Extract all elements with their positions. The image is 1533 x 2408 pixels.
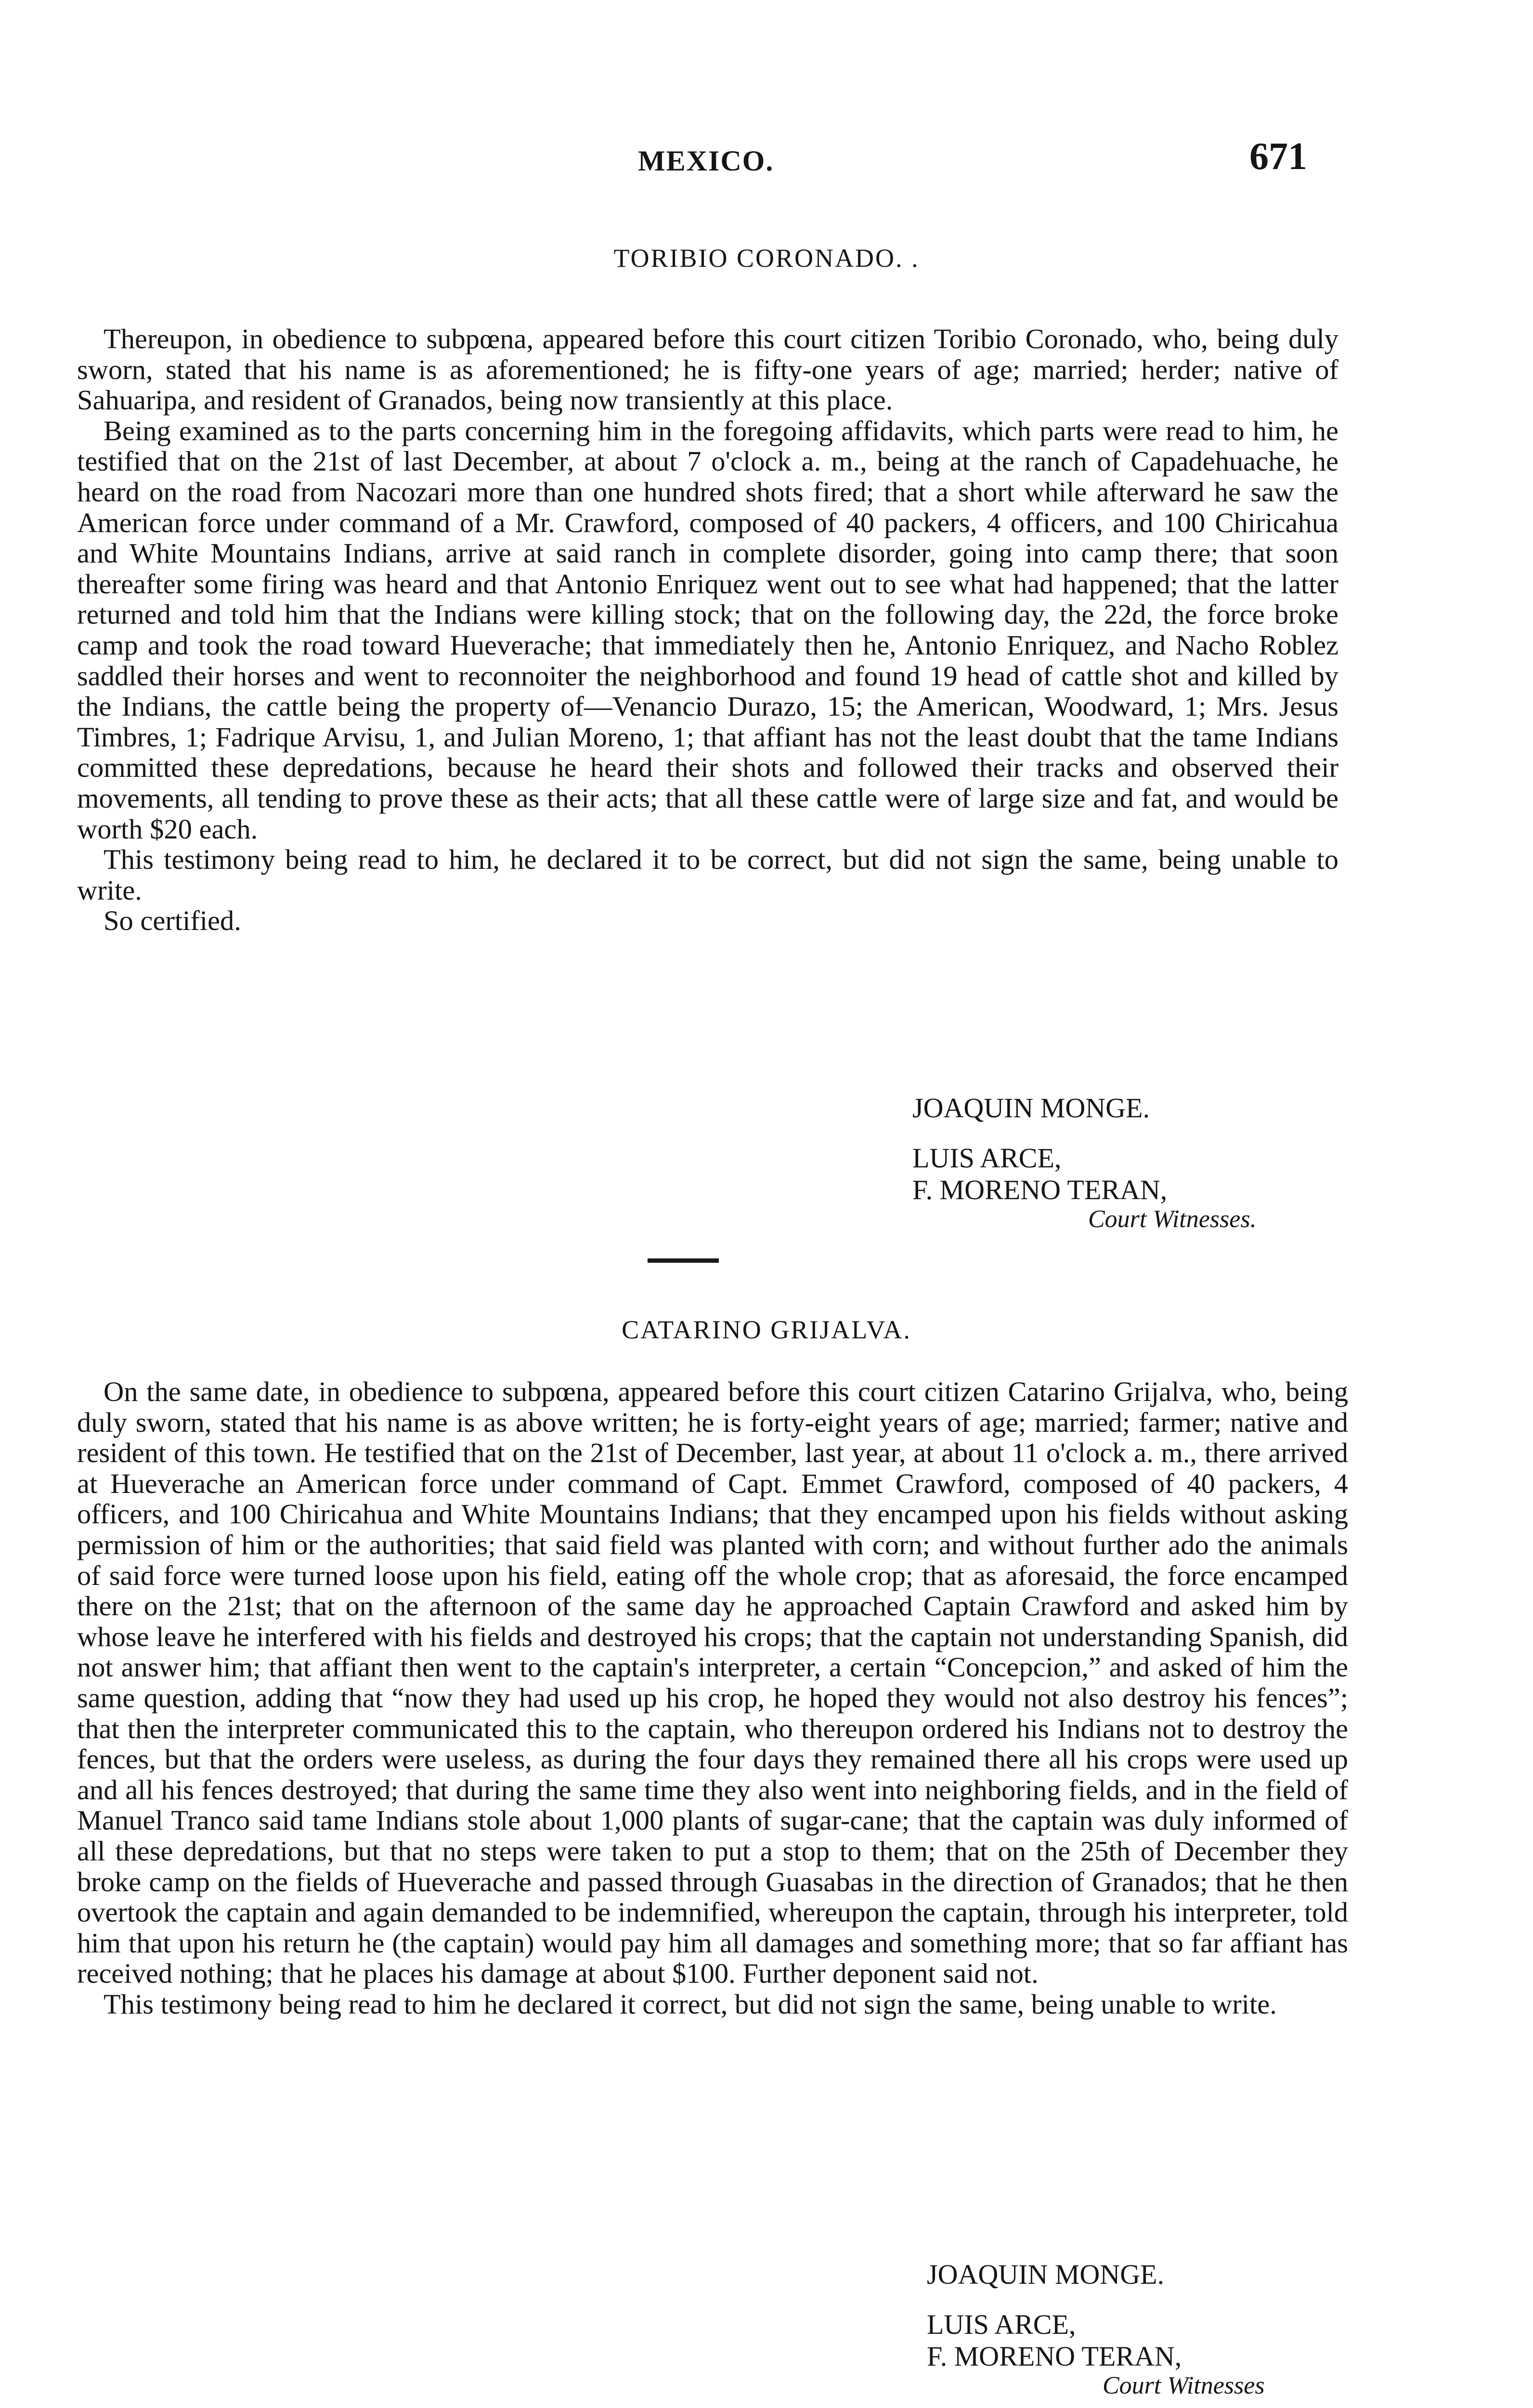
paragraph: Thereupon, in obedience to subpœna, appeared before this court citizen Toribio Coronado, who, being duly sworn, stated that his name is as aforementioned; he is fifty-one years of age; married; herder; native of Sahuaripa, and resident of Granados, being now transiently at this place.	[77, 323, 1338, 416]
signature-witness: F. MORENO TERAN,	[927, 2341, 1182, 2372]
signature-block-2	[927, 2259, 1265, 2399]
paragraph: So certified.	[104, 905, 241, 937]
signature-witness: LUIS ARCE,	[927, 2309, 1076, 2340]
paragraph: On the same date, in obedience to subpœna, appeared before this court citizen Catarino Grijalva, who, being duly sworn, stated that his name is as above written; he is forty-eight years of age; married; farmer; native and resident of this town. He testified that on the 21st of December, last year, at about 11 o'clock a. m., there arrived at Hueverache an American force under command of Capt. Emmet Crawford, composed of 40 packers, 4 officers, and 100 Chiricahua and White Mountains Indians; that they encamped upon his fields without asking permission of him or the authorities; that said field was planted with corn; and without further ado the animals of said force were turned loose upon his field, eating off the whole crop; that as aforesaid, the force encamped there on the 21st; that on the afternoon of the same day he approached Captain Crawford and asked him by whose leave he interfered with his fields and destroyed his crops; that the captain not understanding Spanish, did not answer him; that affiant then went to the captain's interpreter, a certain “Concepcion,” and asked of him the same question, adding that “now they had used up his crop, he hoped they would not also destroy his fences”; that then the interpreter communicated this to the captain, who thereupon ordered his Indians not to destroy the fences, but that the orders were useless, as during the four days they remained there all his crops were used up and all his fences destroyed; that during the same time they also went into neighboring fields, and in the field of Manuel Tranco said tame Indians stole about 1,000 plants of sugar-cane; that the captain was duly informed of all these depredations, but that no steps were taken to put a stop to them; that on the 25th of December they broke camp on the fields of Hueverache and passed through Guasabas in the direction of Granados; that he then overtook the captain and again demanded to be indemnified, whereupon the captain, through his interpreter, told him that upon his return he (the captain) would pay him all damages and something more; that so far affiant has received nothing; that he places his damage at about $100. Further deponent said not.	[77, 1376, 1348, 1989]
signature-officer: JOAQUIN MONGE.	[927, 2259, 1164, 2290]
signature-block-1	[912, 1092, 1257, 1233]
paragraph: Being examined as to the parts concerning him in the foregoing affidavits, which parts were read to him, he testified that on the 21st of last December, at about 7 o'clock a. m., being at the ranch of Capadehuache, he heard on the road from Nacozari more than one hundred shots fired; that a short while afterward he saw the American force under command of a Mr. Crawford, composed of 40 packers, 4 officers, and 100 Chiricahua and White Mountains Indians, arrive at said ranch in complete disorder, going into camp there; that soon thereafter some firing was heard and that Antonio Enriquez went out to see what had happened; that the latter returned and told him that the Indians were killing stock; that on the following day, the 22d, the force broke camp and took the road toward Hueverache; that immediately then he, Antonio Enriquez, and Nacho Roblez saddled their horses and went to reconnoiter the neighborhood and found 19 head of cattle shot and killed by the Indians, the cattle being the property of—Venancio Durazo, 15; the American, Woodward, 1; Mrs. Jesus Timbres, 1; Fadrique Arvisu, 1, and Julian Moreno, 1; that affiant has not the least doubt that the tame Indians committed these depredations, because he heard their shots and followed their tracks and observed their movements, all tending to prove these as their acts; that all these cattle were of large size and fat, and would be worth $20 each.	[77, 415, 1338, 845]
signature-role: Court Witnesses	[1103, 2372, 1265, 2399]
testimony-body-catarino-grijalva	[77, 1376, 1348, 2019]
section-title-toribio-coronado: TORIBIO CORONADO. .	[613, 244, 920, 273]
section-divider	[648, 1258, 719, 1263]
section-title-catarino-grijalva: CATARINO GRIJALVA.	[622, 1315, 911, 1344]
paragraph: This testimony being read to him he declared it correct, but did not sign the same, being unable to write.	[104, 1988, 1277, 2020]
running-head: MEXICO.	[638, 145, 774, 177]
page-number: 671	[1249, 135, 1307, 178]
signature-officer: JOAQUIN MONGE.	[912, 1092, 1150, 1124]
signature-witness: LUIS ARCE,	[912, 1142, 1062, 1174]
paragraph: This testimony being read to him, he declared it to be correct, but did not sign the same, being unable to write.	[77, 844, 1338, 906]
signature-role: Court Witnesses.	[1088, 1205, 1257, 1233]
testimony-body-toribio-coronado	[77, 324, 1338, 936]
signature-witness: F. MORENO TERAN,	[912, 1174, 1168, 1205]
